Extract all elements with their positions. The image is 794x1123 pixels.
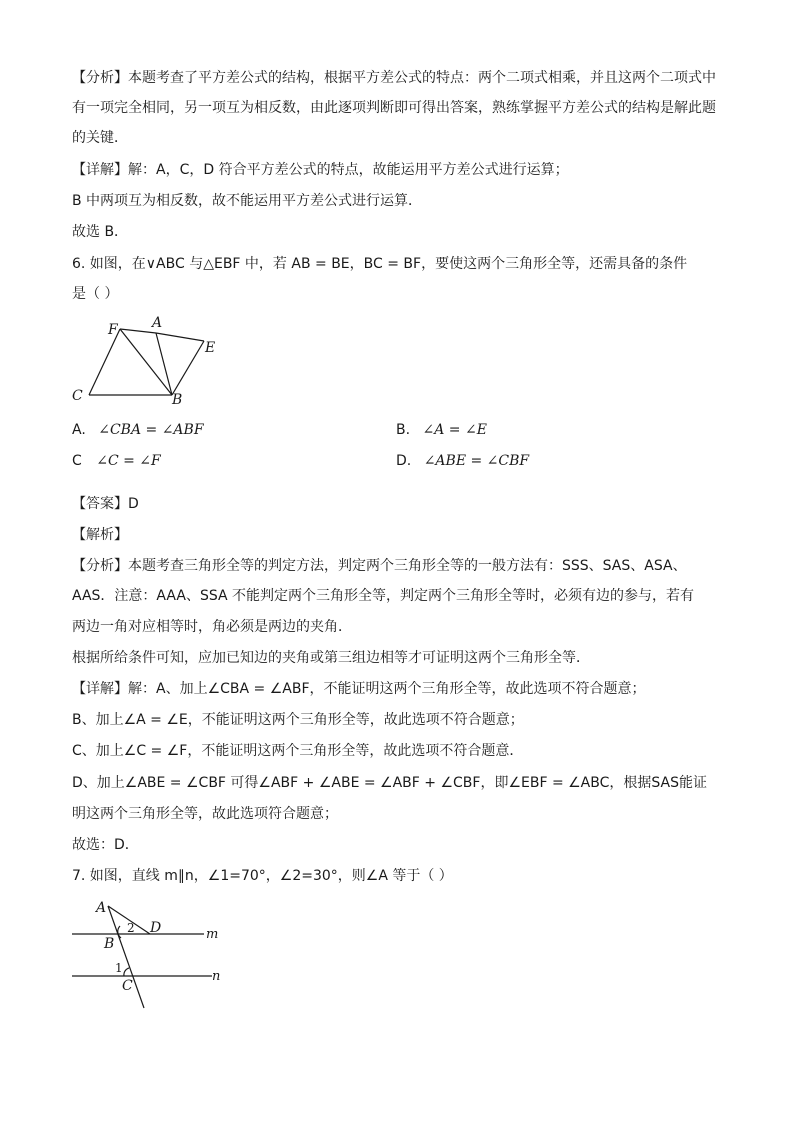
option-c — [72, 451, 161, 471]
answer-line: 【答案】D — [72, 496, 139, 512]
text-line: 有一项完全相同，另一项互为相反数，由此逐项判断即可得出答案，熟练掌握平方差公式的结构是解此题 — [72, 100, 716, 116]
question-7-stem: 7. 如图，直线 m∥n，∠1=70°，∠2=30°，则∠A 等于（ ） — [72, 868, 453, 884]
text-line: D、加上∠ABE = ∠CBF 可得∠ABF + ∠ABE = ∠ABF + ∠CBF，即∠EBF = ∠ABC，根据SAS能证 — [72, 775, 708, 791]
label-D: D — [150, 920, 162, 936]
option-text: ∠CBA = ∠ABF — [98, 422, 204, 438]
text-line: 【分析】本题考查三角形全等的判定方法，判定两个三角形全等的一般方法有：SSS、SAS、ASA、 — [72, 558, 687, 574]
text-line: AAS．注意：AAA、SSA 不能判定两个三角形全等，判定两个三角形全等时，必须有边的参与，若有 — [72, 588, 694, 604]
option-letter: C — [72, 453, 82, 469]
label-C: C — [122, 978, 133, 994]
text-line: C、加上∠C = ∠F，不能证明这两个三角形全等，故此选项不符合题意． — [72, 743, 524, 759]
label-C: C — [72, 388, 83, 404]
option-letter: B. — [396, 422, 411, 438]
question-6-stem: 6. 如图，在∨ABC 与△EBF 中，若 AB = BE，BC = BF，要使这两个三角形全等，还需具备的条件 — [72, 256, 688, 272]
option-a — [72, 420, 204, 440]
text-line: 明这两个三角形全等，故此选项符合题意； — [72, 806, 338, 822]
option-letter: A. — [72, 422, 86, 438]
option-letter: D. — [396, 453, 412, 469]
question-7-figure — [66, 896, 226, 1012]
label-A: A — [96, 900, 107, 916]
text-line: B、加上∠A = ∠E，不能证明这两个三角形全等，故此选项不符合题意； — [72, 712, 524, 728]
question-6-stem-cont: 是（ ） — [72, 286, 119, 302]
analysis-heading: 【解析】 — [72, 527, 128, 543]
label-n: n — [212, 969, 221, 984]
text-line: 两边一角对应相等时，角必须是两边的夹角． — [72, 619, 352, 635]
label-angle-1: 1 — [115, 961, 123, 975]
text-line: 【详解】解：A、加上∠CBA = ∠ABF，不能证明这两个三角形全等，故此选项不符合题意； — [72, 681, 646, 697]
text-line: 根据所给条件可知，应加已知边的夹角或第三组边相等才可证明这两个三角形全等． — [72, 650, 590, 666]
option-b — [396, 420, 487, 440]
text-line: 【详解】解：A，C，D 符合平方差公式的特点，故能运用平方差公式进行运算； — [72, 162, 569, 178]
label-B: B — [172, 392, 183, 408]
label-A: A — [152, 315, 163, 331]
text-line: 【分析】本题考查了平方差公式的结构，根据平方差公式的特点：两个二项式相乘，并且这两个二项式中 — [72, 70, 716, 86]
label-B: B — [104, 936, 115, 952]
text-line: 故选：D． — [72, 837, 139, 853]
label-E: E — [205, 340, 216, 356]
question-6-figure — [68, 312, 228, 412]
option-text: ∠A = ∠E — [422, 422, 487, 438]
text-line: 故选 B． — [72, 224, 129, 240]
option-text: ∠ABE = ∠CBF — [423, 453, 530, 469]
option-d — [396, 451, 529, 471]
label-angle-2: 2 — [127, 921, 135, 935]
label-m: m — [206, 927, 219, 942]
text-line: B 中两项互为相反数，故不能运用平方差公式进行运算． — [72, 193, 423, 209]
option-text: ∠C = ∠F — [96, 453, 161, 469]
label-F: F — [108, 322, 118, 338]
text-line: 的关键． — [72, 130, 128, 146]
